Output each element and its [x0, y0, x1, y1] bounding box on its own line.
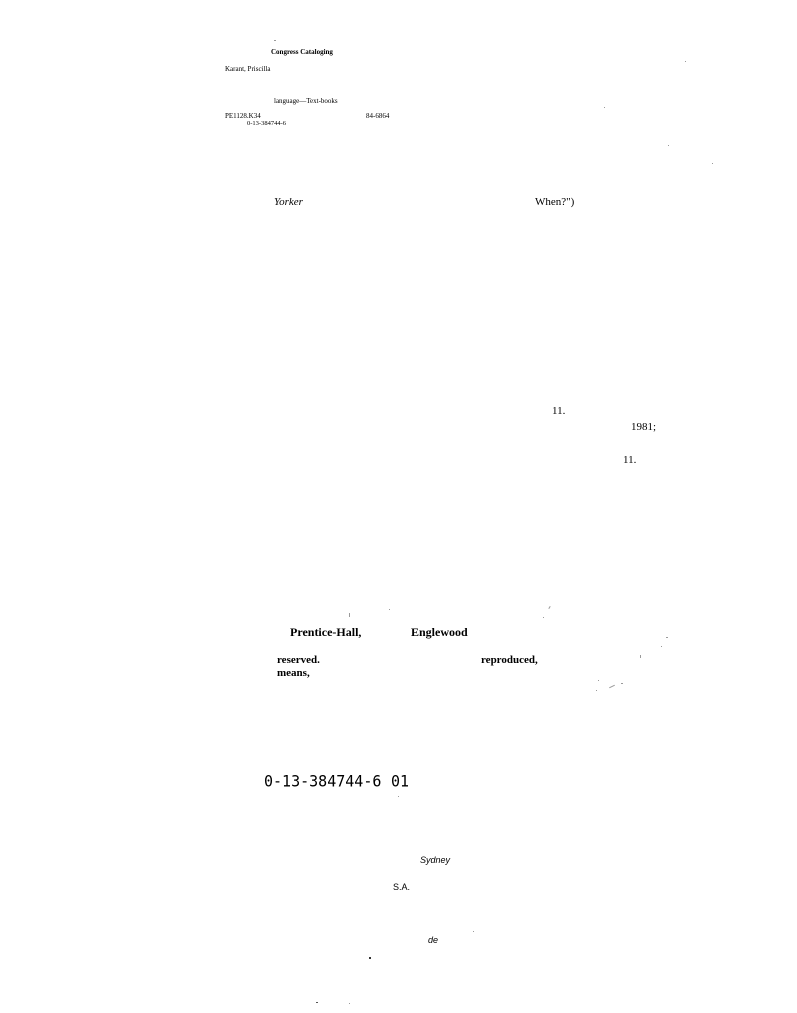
scan-speck — [661, 646, 662, 647]
scan-speck — [598, 680, 599, 681]
cip-heading: Congress Cataloging — [271, 48, 333, 56]
cip-subject: language—Text-books — [274, 97, 338, 105]
cip-author: Karant, Priscilla — [225, 65, 271, 73]
scan-speck — [274, 40, 276, 41]
isbn-suffix: 01 — [391, 771, 410, 791]
credit-eleven-a: 11. — [552, 405, 566, 417]
scan-speck — [543, 617, 544, 618]
credit-year: 1981; — [631, 421, 657, 433]
imprint-de: de — [428, 935, 439, 945]
copyright-place: Englewood — [411, 625, 468, 639]
scan-speck — [604, 107, 605, 108]
scan-speck — [666, 637, 668, 638]
credit-yorker: Yorker — [274, 196, 303, 208]
scan-speck — [369, 957, 371, 959]
scan-speck — [473, 931, 474, 932]
scan-speck — [609, 685, 615, 688]
copyright-means: means, — [277, 667, 310, 679]
copyright-publisher: Prentice-Hall, — [290, 625, 362, 639]
scan-speck — [349, 613, 350, 617]
scan-speck — [548, 606, 550, 609]
scan-speck — [389, 609, 390, 610]
scan-speck — [398, 796, 399, 797]
scan-speck — [621, 683, 623, 684]
copyright-reproduced: reproduced, — [481, 654, 538, 666]
cip-isbn: 0-13-384744-6 — [247, 120, 286, 127]
scan-speck — [640, 655, 641, 658]
cip-call-number: PE1128.K34 — [225, 112, 261, 120]
isbn-number: 0-13-384744-6 — [264, 771, 382, 791]
scan-speck — [685, 61, 686, 62]
credit-when: When?") — [535, 196, 575, 208]
scan-speck — [349, 1003, 350, 1004]
scan-speck — [596, 690, 597, 691]
credit-eleven-b: 11. — [623, 454, 637, 466]
cip-lccn: 84-6864 — [366, 112, 390, 120]
scan-speck — [668, 145, 669, 146]
imprint-sydney: Sydney — [420, 855, 451, 865]
scan-speck — [712, 163, 713, 164]
copyright-reserved: reserved. — [277, 654, 320, 666]
scan-speck — [316, 1002, 318, 1003]
imprint-sa: S.A. — [393, 882, 411, 892]
